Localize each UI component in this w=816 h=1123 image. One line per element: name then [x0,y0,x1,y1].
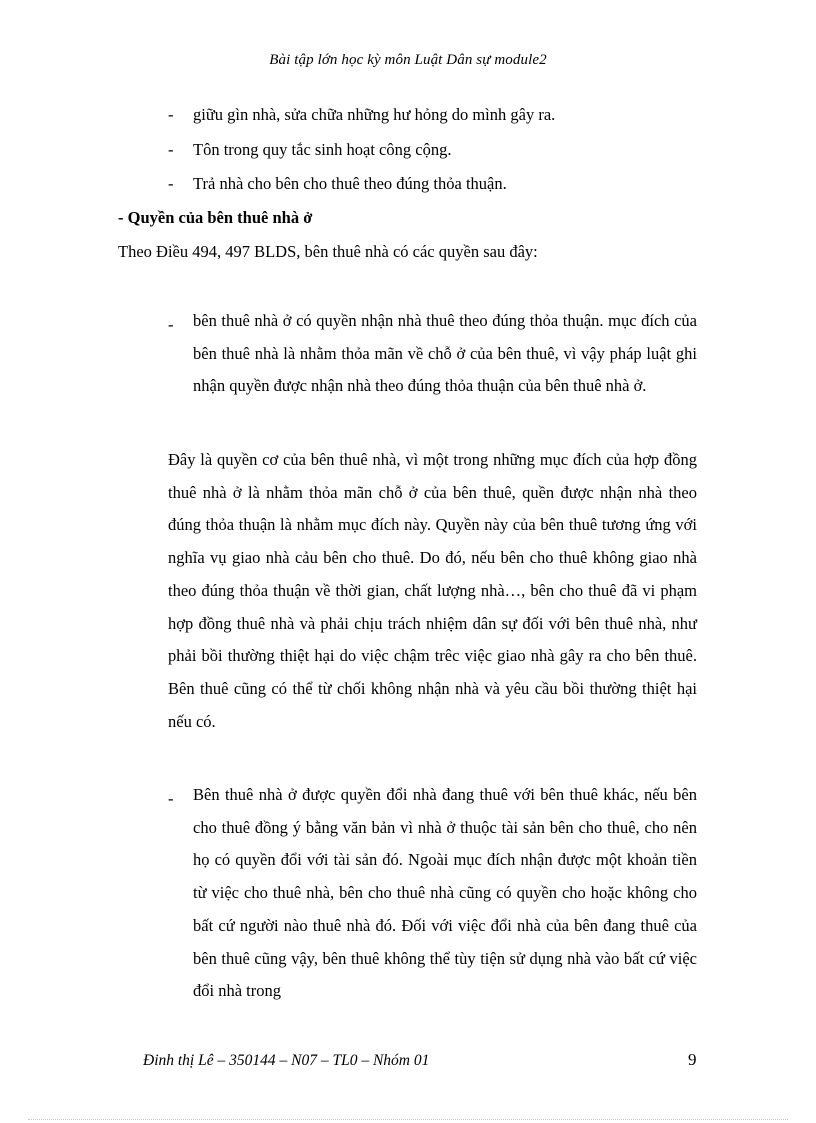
section-intro: Theo Điều 494, 497 BLDS, bên thuê nhà có các quyền sau đây: [118,242,538,261]
page-number: 9 [688,1050,697,1069]
bullet-dash: - [168,140,174,159]
item2-dash: - [168,789,174,808]
bullet-text: Trả nhà cho bên cho thuê theo đúng thỏa thuận. [193,174,507,193]
footer-author: Đinh thị Lê – 350144 – N07 – TL0 – Nhóm 01 [143,1052,430,1069]
item1-dash: - [168,315,174,334]
page-header: Bài tập lớn học kỳ môn Luật Dân sự module2 [269,52,547,68]
body-paragraph: Đây là quyền cơ của bên thuê nhà, vì một trong những mục đích của hợp đồng thuê nhà ở là nhằm thỏa mãn chỗ ở của bên thuê, quền được nhận nhà theo đúng thỏa thuận là nhằm mục đích này. Quyền này của bên thuê tương ứng với nghĩa vụ giao nhà cảu bên cho thuê. Do đó, nếu bên cho thuê không giao nhà theo đúng thỏa thuận về thời gian, chất lượng nhà…, bên cho thuê đã vi phạm hợp đồng thuê nhà và phải chịu trách nhiệm dân sự đối với bên thuê nhà, như phải bồi thường thiệt hại do việc chậm trêc việc giao nhà gây ra cho bên thuê. Bên thuê cũng có thể từ chối không nhận nhà và yêu cầu bồi thường thiệt hại nếu có. [168,450,697,731]
bullet-text: giữu gìn nhà, sửa chữa những hư hỏng do mình gây ra. [193,105,556,124]
bullet-dash: - [168,105,174,124]
bullet-text: Tôn trong quy tắc sinh hoạt công cộng. [193,140,452,159]
section-heading: - Quyền của bên thuê nhà ở [118,208,313,227]
item2-text: Bên thuê nhà ở được quyền đổi nhà đang thuê với bên thuê khác, nếu bên cho thuê đồng ý bằng văn bản vì nhà ở thuộc tài sản bên cho thuê, cho nên họ có quyền đổi với tài sản đó. Ngoài mục đích nhận được một khoản tiền từ việc cho thuê nhà, bên cho thuê nhà cũng có quyền cho hoặc không cho bất cứ người nào thuê nhà đó. Đối với việc đổi nhà của bên đang thuê của bên thuê cũng vậy, bên thuê không thể tùy tiện sử dụng nhà vào bất cứ việc đổi nhà trong [193,785,697,1001]
item1-text: bên thuê nhà ở có quyền nhận nhà thuê theo đúng thỏa thuận. mục đích của bên thuê nhà là nhằm thỏa mãn về chỗ ở của bên thuê, vì vậy pháp luật ghi nhận quyền được nhận nhà theo đúng thỏa thuận của bên thuê nhà ở. [193,311,697,396]
page-bottom-rule [28,1119,788,1120]
bullet-dash: - [168,174,174,193]
